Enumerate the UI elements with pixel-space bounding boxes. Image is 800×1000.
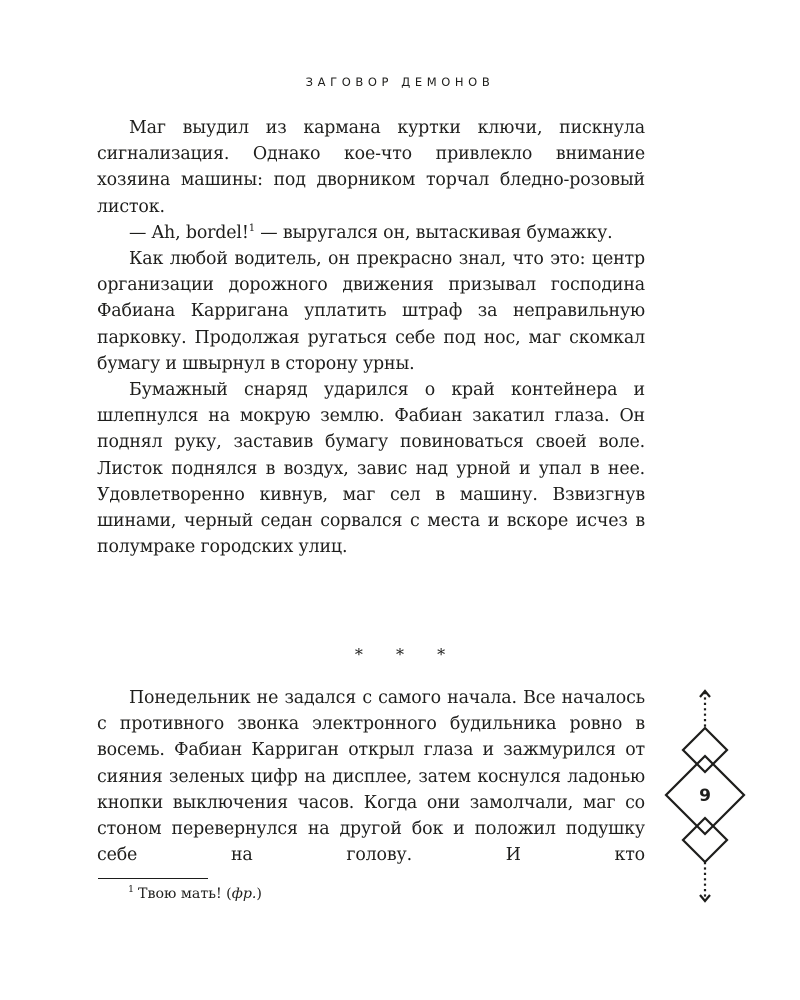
scene-break: * * * bbox=[354, 645, 460, 664]
running-title: ЗАГОВОР ДЕМОНОВ bbox=[305, 75, 495, 89]
footnote-number: 1 bbox=[128, 884, 135, 896]
page-number: 9 bbox=[699, 786, 711, 806]
paragraph-3: Как любой водитель, он прекрасно знал, что это: центр организации дорожного движения призывал господина Фабиана Карригана уплатить штраф за неправильную парковку. Продолжая ругаться себе под нос, маг скомкал бумагу и швырнул в сторону урны. bbox=[97, 249, 645, 374]
footnote-text: Твою мать! ( bbox=[138, 886, 232, 902]
footnote bbox=[128, 884, 628, 904]
paragraph-5: Понедельник не задался с самого начала. Все началось с противного звонка электронного будильника ровно в восемь. Фабиан Карриган открыл глаза и зажмурился от сияния зеленых цифр на дисплее, затем коснулся ладонью кнопки выключения часов. Когда они замолчали, маг со стоном перевернулся на другой бок и положил подушку себе на голову. И кто bbox=[97, 688, 645, 866]
paragraph-1: Маг выудил из кармана куртки ключи, пискнула сигнализация. Однако кое-что привлекло внимание хозяина машины: под дворником торчал бледно-розовый листок. bbox=[97, 118, 645, 217]
dialogue-continuation: — выругался он, вытаскивая бумажку. bbox=[254, 222, 613, 243]
text-block-lower bbox=[97, 685, 645, 868]
dialogue-line: — Ah, bordel! bbox=[129, 222, 249, 243]
text-block-upper bbox=[97, 115, 645, 560]
footnote-reference: 1 bbox=[248, 223, 255, 235]
paragraph-2 bbox=[97, 220, 645, 246]
footnote-divider bbox=[98, 878, 208, 879]
footnote-abbreviation: фр. bbox=[231, 886, 257, 902]
footnote-close: ) bbox=[256, 886, 262, 902]
paragraph-4: Бумажный снаряд ударился о край контейнера и шлепнулся на мокрую землю. Фабиан закатил глаза. Он поднял руку, заставив бумагу повиноваться своей воле. Листок поднялся в воздух, завис над урной и упал в нее. Удовлетворенно кивнув, маг сел в машину. Взвизгнув шинами, черный седан сорвался с места и вскоре исчез в полумраке городских улиц. bbox=[97, 380, 645, 558]
